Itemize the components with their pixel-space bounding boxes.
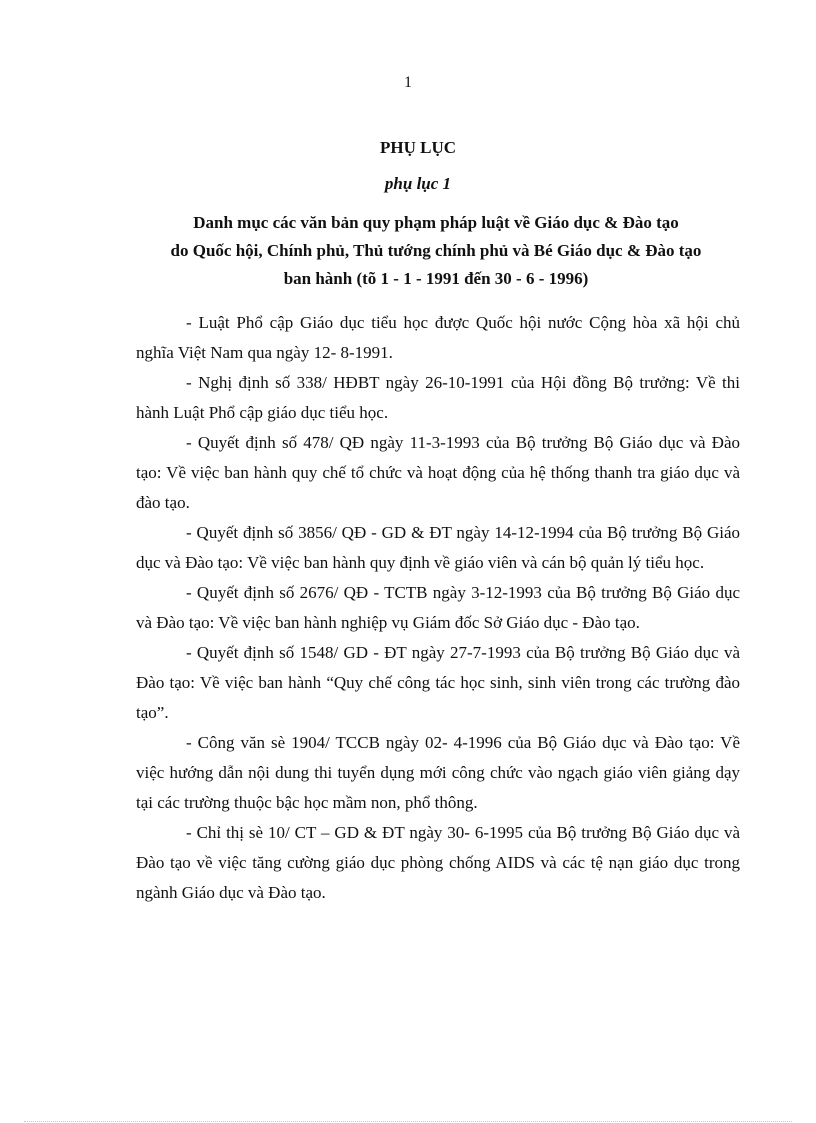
document-list [136,308,740,908]
document-entry: - Quyết định số 2676/ QĐ - TCTB ngày 3-12-1993 của Bộ trưởng Bộ Giáo dục và Đào tạo: Về việc ban hành nghiệp vụ Giám đốc Sở Giáo dục - Đào tạo. [136,583,740,632]
document-entry: - Quyết định số 478/ QĐ ngày 11-3-1993 của Bộ trưởng Bộ Giáo dục và Đào tạo: Về việc ban hành quy chế tổ chức và hoạt động của hệ thống thanh tra giáo dục và đào tạo. [136,433,740,512]
heading-line: Danh mục các văn bản quy phạm pháp luật về Giáo dục & Đào tạo [193,213,679,232]
appendix-heading [132,209,740,293]
heading-line: ban hành (tõ 1 - 1 - 1991 đến 30 - 6 - 1996) [283,269,589,288]
document-entry: - Luật Phổ cập Giáo dục tiểu học được Quốc hội nước Cộng hòa xã hội chủ nghĩa Việt Nam qua ngày 12- 8-1991. [136,313,740,362]
page-number: 1 [404,74,412,91]
document-entry: - Nghị định số 338/ HĐBT ngày 26-10-1991 của Hội đồng Bộ trưởng: Về thi hành Luật Phổ cập giáo dục tiểu học. [136,373,740,422]
page-footer-rule [24,1121,792,1122]
page-title: PHỤ LỤC [379,138,457,157]
appendix-subtitle: phụ lục 1 [384,174,452,193]
heading-line: do Quốc hội, Chính phủ, Thủ tướng chính phủ và Bé Giáo dục & Đào tạo [170,241,702,260]
document-entry: - Quyết định số 1548/ GD - ĐT ngày 27-7-1993 của Bộ trưởng Bộ Giáo dục và Đào tạo: Về việc ban hành “Quy chế công tác học sinh, sinh viên trong các trường đào tạo”. [136,643,740,722]
document-entry: - Chỉ thị sè 10/ CT – GD & ĐT ngày 30- 6-1995 của Bộ trưởng Bộ Giáo dục và Đào tạo về việc tăng cường giáo dục phòng chống AIDS và các tệ nạn giáo dục trong ngành Giáo dục và Đào tạo. [136,823,740,902]
document-entry: - Công văn sè 1904/ TCCB ngày 02- 4-1996 của Bộ Giáo dục và Đào tạo: Về việc hướng dẫn nội dung thi tuyển dụng mới công chức vào ngạch giáo viên giảng dạy tại các trường thuộc bậc học mầm non, phổ thông. [136,733,740,812]
document-entry: - Quyết định số 3856/ QĐ - GD & ĐT ngày 14-12-1994 của Bộ trưởng Bộ Giáo dục và Đào tạo: Về việc ban hành quy định về giáo viên và cán bộ quản lý tiểu học. [136,523,740,572]
